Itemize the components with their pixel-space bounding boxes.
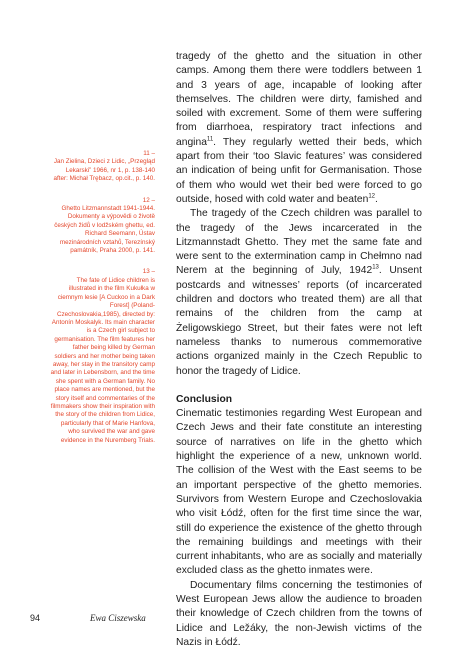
- main-text-column: [176, 50, 422, 650]
- note-number: 12 –: [142, 196, 155, 204]
- paragraph-3: Cinematic testimonies regarding West European and Czech Jews and their fate constitute an interesting source of narratives on life in the ghetto which highlight the experience of a new, unknown world. The collision of the West with the East seems to be an important perspective of the ghetto memories. Survivors from Western Europe and Czechoslovakia who visit Łódź, often for the first time since the war, still do experience the existence of the ghetto through the remaining buildings and meetings with their current inhabitants, who are as socially and materially excluded class as the ghetto inmates were.: [176, 408, 422, 577]
- note-text: Ghetto Litzmannstadt 1941-1944. Dokumenty a výpovědi o životě českých židů v lodžském ghettu, ed. Richard Seemann, Ústav mezinárodních vztahů, Terezínský památník, Praha 2000, p. 141.: [54, 205, 155, 255]
- footnote-ref: 11: [206, 136, 214, 143]
- note-text: Jan Zielina, Dzieci z Lidic, „Przegląd Lekarski” 1966, nr 1, p. 138-140 after: Michał Trębacz, op.cit., p. 140.: [53, 158, 155, 183]
- paragraph-1: [176, 50, 422, 207]
- text-run: tragedy of the ghetto and the situation in other camps. Among them there were toddlers between 1 and 3 years of age, incapable of looking after themselves. The children were dirty, famished and soiled with excrement. Some of them were suffering from diarrhoea, respiratory tract infections and angina: [176, 51, 422, 148]
- side-note-11: [50, 150, 155, 184]
- section-heading: Conclusion: [176, 393, 233, 405]
- text-run: .: [375, 193, 378, 205]
- running-footer-author: Ewa Ciszewska: [90, 613, 146, 623]
- side-note-13: [50, 268, 155, 445]
- side-note-12: [50, 197, 155, 256]
- paragraph-2: [176, 207, 422, 379]
- page-number: 94: [30, 613, 41, 623]
- footnote-ref: 12: [368, 193, 376, 200]
- note-number: 11 –: [143, 150, 155, 157]
- left-margin-rule: [0, 0, 4, 640]
- text-run: . Unsent postcards and witnesses’ reports (of incarcerated children and doctors who treated them) are all that remains of the children from the camp at Żeligowskiego Street, but their fates were not left nameless thanks to numerous commemorative actions organized mainly in the Czech Republic to honor the tragedy of Lidice.: [176, 265, 422, 377]
- note-number: 13 –: [142, 268, 155, 276]
- note-text: The fate of Lidice children is illustrated in the film Kukułka w ciemnym lesie [A Cuckoo in a Dark Forest] (Poland-Czechoslovakia,1985), directed by: Antonín Moskalyk. Its main character is a Czech girl subject to germanisation. The film features her father being killed by German soldiers and her mother being taken away, her stay in the transitory camp and later in Lebensborn, and the time she spent with a German family. No place names are mentioned, but the story itself and commentaries of the filmmakers show their inspiration with the story of the children from Lidice, particularly that of Marie Hanfova, who survived the war and gave evidence in the Nuremberg Trials.: [50, 276, 155, 444]
- side-notes: [50, 150, 155, 458]
- footnote-ref: 13: [372, 265, 379, 272]
- text-run: The tragedy of the Czech children was parallel to the tragedy of the Jews incarcerated in the Litzmannstadt Ghetto. They met the same fate and were sent to the extermination camp in Chełmno nad Nerem at the beginning of July, 1942: [176, 208, 422, 277]
- text-run: . They regularly wetted their beds, which apart from their ‘too Slavic features’ was considered an indication of being unfit for Germanisation. Those of them who would wet their bed were forced to go outside, hosed with cold water and beaten: [176, 136, 422, 205]
- paragraph-4: Documentary films concerning the testimonies of West European Jews allow the audience to broaden their knowledge of Czech children from the towns of Lidice and Ležáky, the non-Jewish victims of the Nazis in Łódź.: [176, 579, 422, 648]
